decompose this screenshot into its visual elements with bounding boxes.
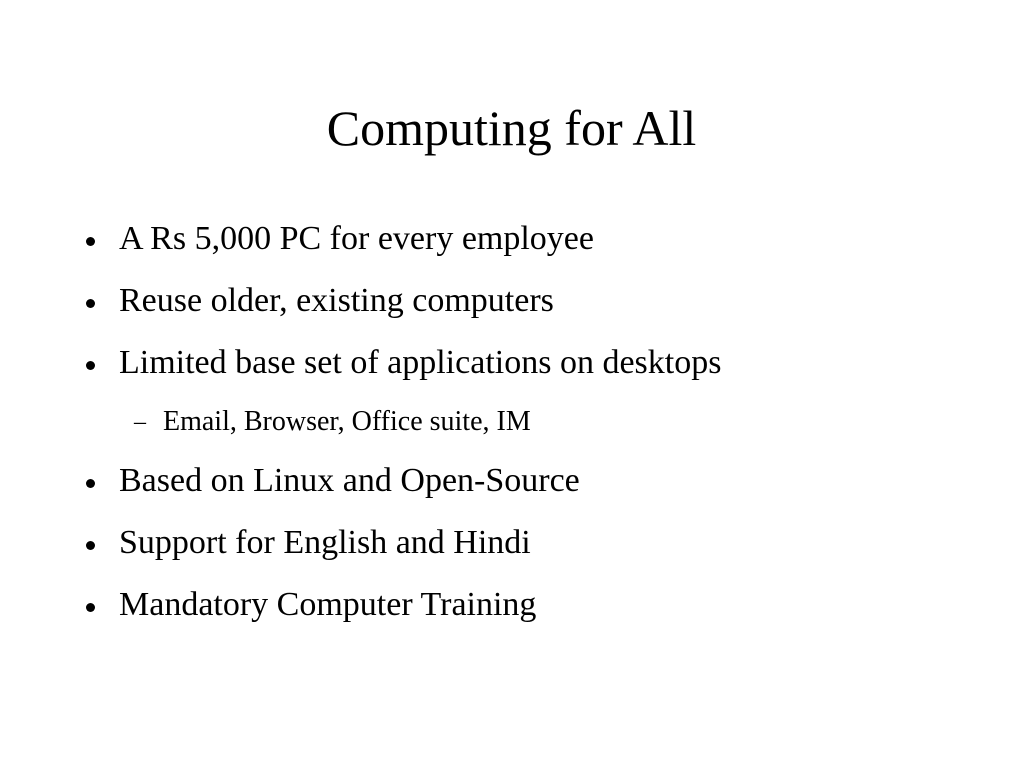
bullet-dot-icon xyxy=(86,603,95,612)
bullet-dot-icon xyxy=(86,541,95,550)
sub-list-item xyxy=(82,394,721,450)
sub-bullet-text: Email, Browser, Office suite, IM xyxy=(163,406,531,437)
bullet-text: Mandatory Computer Training xyxy=(119,586,537,623)
bullet-text: Support for English and Hindi xyxy=(119,524,531,561)
bullet-text: Reuse older, existing computers xyxy=(119,282,554,319)
bullet-dot-icon xyxy=(86,479,95,488)
bullet-dot-icon xyxy=(86,361,95,370)
list-item xyxy=(82,270,721,332)
list-item xyxy=(82,332,721,394)
list-item xyxy=(82,512,721,574)
list-item xyxy=(82,574,721,636)
bullet-list xyxy=(82,208,721,636)
bullet-dot-icon xyxy=(86,299,95,308)
dash-icon: – xyxy=(134,409,146,435)
slide-title: Computing for All xyxy=(326,100,697,156)
list-item xyxy=(82,450,721,512)
list-item xyxy=(82,208,721,270)
bullet-text: Limited base set of applications on desktops xyxy=(119,344,722,381)
bullet-text: A Rs 5,000 PC for every employee xyxy=(119,220,594,257)
bullet-text: Based on Linux and Open-Source xyxy=(119,462,580,499)
bullet-dot-icon xyxy=(86,237,95,246)
